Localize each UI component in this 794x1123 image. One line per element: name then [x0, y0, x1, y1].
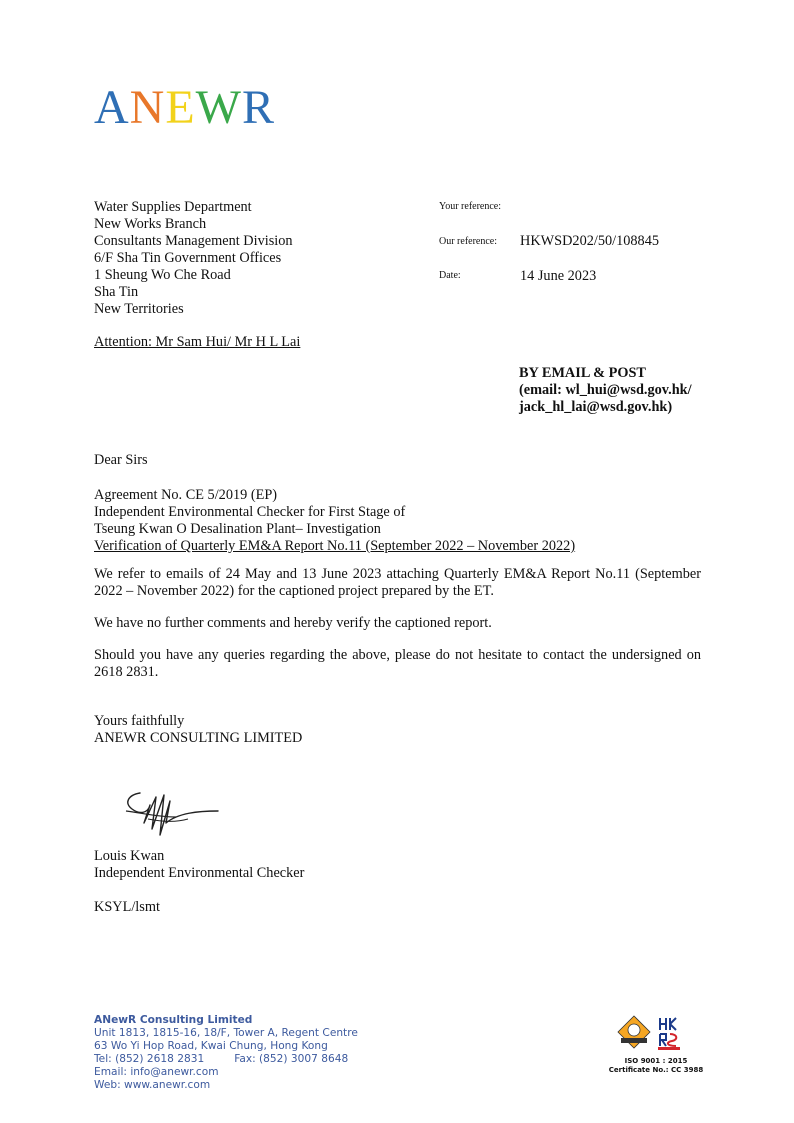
logo-letter-n: N: [129, 81, 166, 134]
closing-line: Yours faithfully: [94, 713, 185, 729]
paragraph-2: We have no further comments and hereby verify the captioned report.: [94, 615, 492, 631]
signatory-block: [94, 848, 701, 882]
paragraph-1: We refer to emails of 24 May and 13 June 2023 attaching Quarterly EM&A Report No.11 (September 2022 – November 2022) for the captioned project prepared by the ET.: [94, 566, 701, 599]
our-reference-value: HKWSD202/50/108845: [520, 233, 659, 249]
subject-line: Agreement No. CE 5/2019 (EP): [94, 487, 278, 503]
delivery-line: (email: wl_hui@wsd.gov.hk/: [519, 382, 692, 398]
date-value: 14 June 2023: [520, 268, 597, 284]
footer-tel: Tel: (852) 2618 2831: [94, 1053, 205, 1065]
footer-fax: Fax: (852) 3007 8648: [234, 1053, 349, 1065]
subject-line: Independent Environmental Checker for First Stage of: [94, 504, 406, 520]
address-line: Water Supplies Department: [94, 199, 252, 215]
address-line: New Territories: [94, 301, 184, 317]
footer-company: ANewR Consulting Limited: [94, 1014, 253, 1026]
footer-address-line: Unit 1813, 1815-16, 18/F, Tower A, Regent Centre: [94, 1027, 358, 1039]
our-reference-label: Our reference:: [439, 236, 498, 247]
salutation: Dear Sirs: [94, 452, 148, 468]
delivery-method: [519, 365, 692, 416]
delivery-line: jack_hl_lai@wsd.gov.hk): [519, 399, 673, 415]
company-logo: [94, 81, 275, 134]
closing-block: [94, 713, 701, 747]
logo-letter-w: W: [195, 81, 242, 134]
certificate-number: Certificate No.: CC 3988: [608, 1066, 704, 1074]
subject-heading: Verification of Quarterly EM&A Report No.11 (September 2022 – November 2022): [94, 538, 576, 554]
address-line: 6/F Sha Tin Government Offices: [94, 250, 282, 266]
handwritten-signature: [118, 783, 228, 843]
logo-letter-e: E: [165, 81, 196, 134]
footer-phone-row: [94, 1053, 358, 1066]
address-line: 1 Sheung Wo Che Road: [94, 267, 231, 283]
paragraph-3: Should you have any queries regarding the above, please do not hesitate to contact the undersigned on 2618 2831.: [94, 647, 701, 680]
closing-company: ANEWR CONSULTING LIMITED: [94, 730, 303, 746]
footer-email[interactable]: Email: info@anewr.com: [94, 1066, 219, 1078]
logo-letter-a: A: [94, 81, 130, 134]
footer-address-line: 63 Wo Yi Hop Road, Kwai Chung, Hong Kong: [94, 1040, 328, 1052]
attention-line: Attention: Mr Sam Hui/ Mr H L Lai: [94, 334, 301, 350]
address-line: Consultants Management Division: [94, 233, 293, 249]
delivery-line: BY EMAIL & POST: [519, 365, 646, 381]
signatory-name: Louis Kwan: [94, 848, 165, 864]
certification-mark-icon: [606, 1014, 706, 1052]
logo-letter-r: R: [241, 81, 275, 134]
address-line: Sha Tin: [94, 284, 139, 300]
subject-line: Tseung Kwan O Desalination Plant– Investigation: [94, 521, 381, 537]
recipient-address: [94, 199, 293, 318]
date-label: Date:: [439, 270, 461, 281]
footer-web[interactable]: Web: www.anewr.com: [94, 1079, 211, 1091]
subject-block: [94, 487, 701, 555]
iso-label: ISO 9001 : 2015: [624, 1057, 688, 1065]
certification-block: [606, 1014, 706, 1075]
footer-contact: [94, 1014, 358, 1092]
address-line: New Works Branch: [94, 216, 207, 232]
your-reference-label: Your reference:: [439, 201, 502, 212]
reference-initials: KSYL/lsmt: [94, 899, 160, 915]
signatory-title: Independent Environmental Checker: [94, 865, 305, 881]
